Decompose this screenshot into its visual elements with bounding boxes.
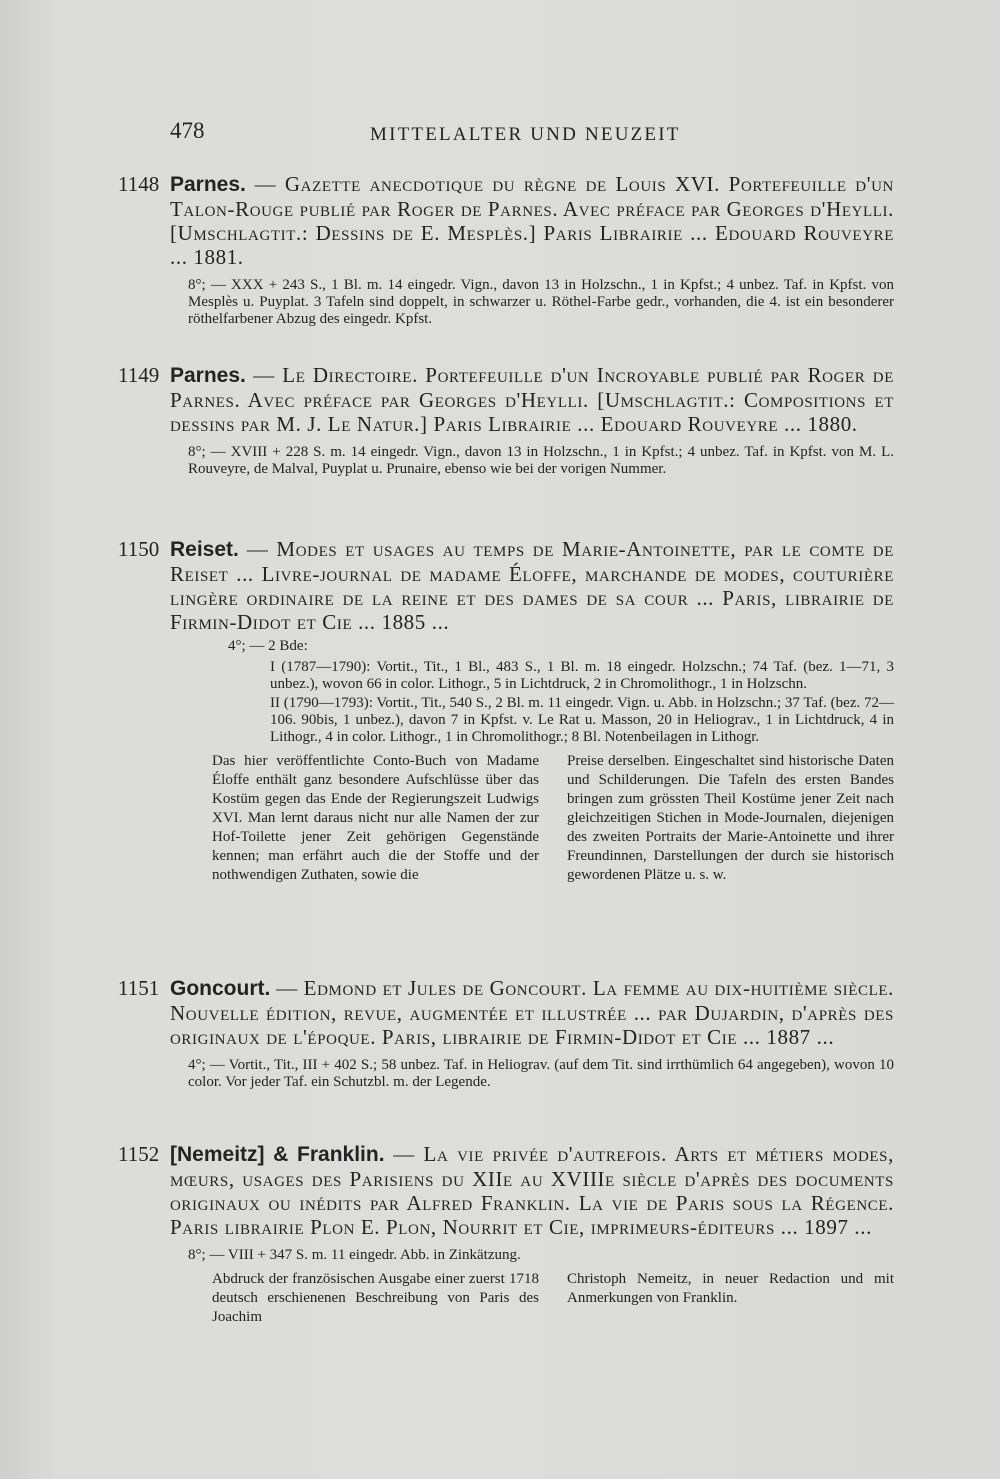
entry-author: Parnes. (170, 173, 246, 196)
catalog-entry-1152 (118, 1142, 894, 1327)
entry-title-text: — La vie privée d'autrefois. Arts et métiers modes, mœurs, usages des Parisiens du XIIe au XVIIIe siècle d'après des documents originaux ou inédits par Alfred Franklin. La vie de Paris sous la Régence. Paris librairie Plon E. Plon, Nourrit et Cie, imprimeurs-éditeurs ... 1897 ... (170, 1142, 894, 1239)
entry-number: 1148 (118, 172, 160, 196)
entry-number: 1149 (118, 363, 160, 387)
entry-note-columns (212, 752, 894, 885)
entry-author: [Nemeitz] & Franklin. (170, 1143, 385, 1166)
catalog-entry-1149 (118, 363, 894, 478)
volume-item: I (1787—1790): Vortit., Tit., 1 Bl., 483 S., 1 Bl. m. 18 eingedr. Holzschn.; 74 Taf. (bez. 1—71, 3 unbez.), wovon 66 in color. Lithogr., 5 in Lichtdruck, 2 in Chromolithogr., 1 in Holzschn. (270, 659, 894, 692)
entry-number: 1152 (118, 1142, 160, 1166)
entry-description: 8°; — VIII + 347 S. m. 11 eingedr. Abb. in Zinkätzung. (188, 1247, 521, 1263)
catalog-entry-1150 (118, 537, 894, 885)
catalog-entry-1148 (118, 172, 894, 328)
entry-note-columns (212, 1270, 894, 1327)
entry-author: Parnes. (170, 364, 246, 387)
entry-title-text: — Edmond et Jules de Goncourt. La femme au dix-huitième siècle. Nouvelle édition, revue, augmentée et illustrée ... par Dujardin, d'après des originaux de l'époque. Paris, librairie de Firmin-Didot et Cie ... 1887 ... (170, 976, 895, 1049)
entry-title (118, 363, 894, 436)
entry-note-left: Abdruck der französischen Ausgabe einer zuerst 1718 deutsch erschienenen Beschreibung von Paris des Joachim (212, 1271, 539, 1325)
entry-author: Goncourt. (170, 977, 271, 1000)
entry-author: Reiset. (170, 538, 239, 561)
entry-title (118, 976, 894, 1049)
entry-note-right: Preise derselben. Eingeschaltet sind historische Daten und Schilderungen. Die Tafeln des ersten Bandes bringen zum grössten Theil Kostüme jener Zeit nach gleichzeitigen Stichen in Mode-Journalen, diejenigen des zweiten Portraits der Marie-Antoinette und ihrer Freundinnen, Darstellungen der durch sie historisch gewordenen Plätze u. s. w. (567, 753, 894, 883)
entry-title-text: — Le Directoire. Portefeuille d'un Incroyable publié par Roger de Parnes. Avec préface par Georges d'Heylli. [Umschlagtit.: Compositions et dessins par M. J. Le Natur.] Paris Librairie ... Edouard Rouveyre ... 1880. (170, 363, 894, 436)
entry-note-left: Das hier veröffentlichte Conto-Buch von Madame Éloffe enthält ganz besondere Aufschlüsse über das Kostüm gegen das Ende der Regierungszeit Ludwigs XVI. Man lernt daraus nicht nur alle Namen der zur Hof-Toilette jener Zeit gehörigen Gegenstände kennen; man erfährt auch die der Stoffe und der nothwendigen Zuthaten, sowie die (212, 753, 539, 883)
entry-title (118, 537, 894, 634)
running-title: MITTELALTER UND NEUZEIT (370, 124, 681, 145)
volume-list (270, 659, 894, 746)
entry-title-text: — Modes et usages au temps de Marie-Antoinette, par le comte de Reiset ... Livre-journal de madame Éloffe, marchande de modes, couturière lingère ordinaire de la reine et des dames de sa cour ... Paris, librairie de Firmin-Didot et Cie ... 1885 ... (170, 537, 894, 634)
entry-title (118, 1142, 894, 1239)
entry-description: 4°; — Vortit., Tit., III + 402 S.; 58 unbez. Taf. in Heliograv. (auf dem Tit. sind irrthümlich 64 angegeben), wovon 10 color. Vor jeder Taf. ein Schutzbl. m. der Legende. (188, 1057, 894, 1090)
entry-title (118, 172, 894, 269)
page-header (170, 118, 890, 158)
entry-title-text: — Gazette anecdotique du règne de Louis XVI. Portefeuille d'un Talon-Rouge publié par Roger de Parnes. Avec préface par Georges d'Heylli. [Umschlagtit.: Dessins de E. Mesplès.] Paris Librairie ... Edouard Rouveyre ... 1881. (170, 172, 894, 269)
entry-format: 4°; — 2 Bde: (228, 638, 308, 654)
entry-note-right: Christoph Nemeitz, in neuer Redaction und mit Anmerkungen von Franklin. (567, 1271, 894, 1306)
entry-description: 8°; — XXX + 243 S., 1 Bl. m. 14 eingedr. Vign., davon 13 in Holzschn., 1 in Kpfst.; 4 unbez. Taf. in Kpfst. von Mesplès u. Puyplat. 3 Tafeln sind doppelt, in schwarzer u. Röthel-Farbe gedr., vorhanden, die 4. ist ein besonderer röthelfarbener Abzug des eingedr. Kpfst. (188, 277, 894, 327)
page-number: 478 (170, 118, 205, 143)
volume-item: II (1790—1793): Vortit., Tit., 540 S., 2 Bl. m. 11 eingedr. Vign. u. Abb. in Holzschn.; 37 Taf. (bez. 72—106. 90bis, 1 unbez.), davon 7 in Kpfst. v. Le Rat u. Masson, 20 in Heliograv., 1 in Lichtdruck, 4 in Lithogr., 4 in color. Lithogr., 1 in Chromolithogr.; 8 Bl. Notenbeilagen in Lithogr. (270, 695, 894, 745)
catalog-entry-1151 (118, 976, 894, 1091)
entry-number: 1150 (118, 537, 160, 561)
entry-number: 1151 (118, 976, 160, 1000)
entry-description: 8°; — XVIII + 228 S. m. 14 eingedr. Vign., davon 13 in Holzschn., 1 in Kpfst.; 4 unbez. Taf. in Kpfst. von M. L. Rouveyre, de Malval, Puyplat u. Prunaire, ebenso wie bei der vorigen Nummer. (188, 444, 894, 477)
